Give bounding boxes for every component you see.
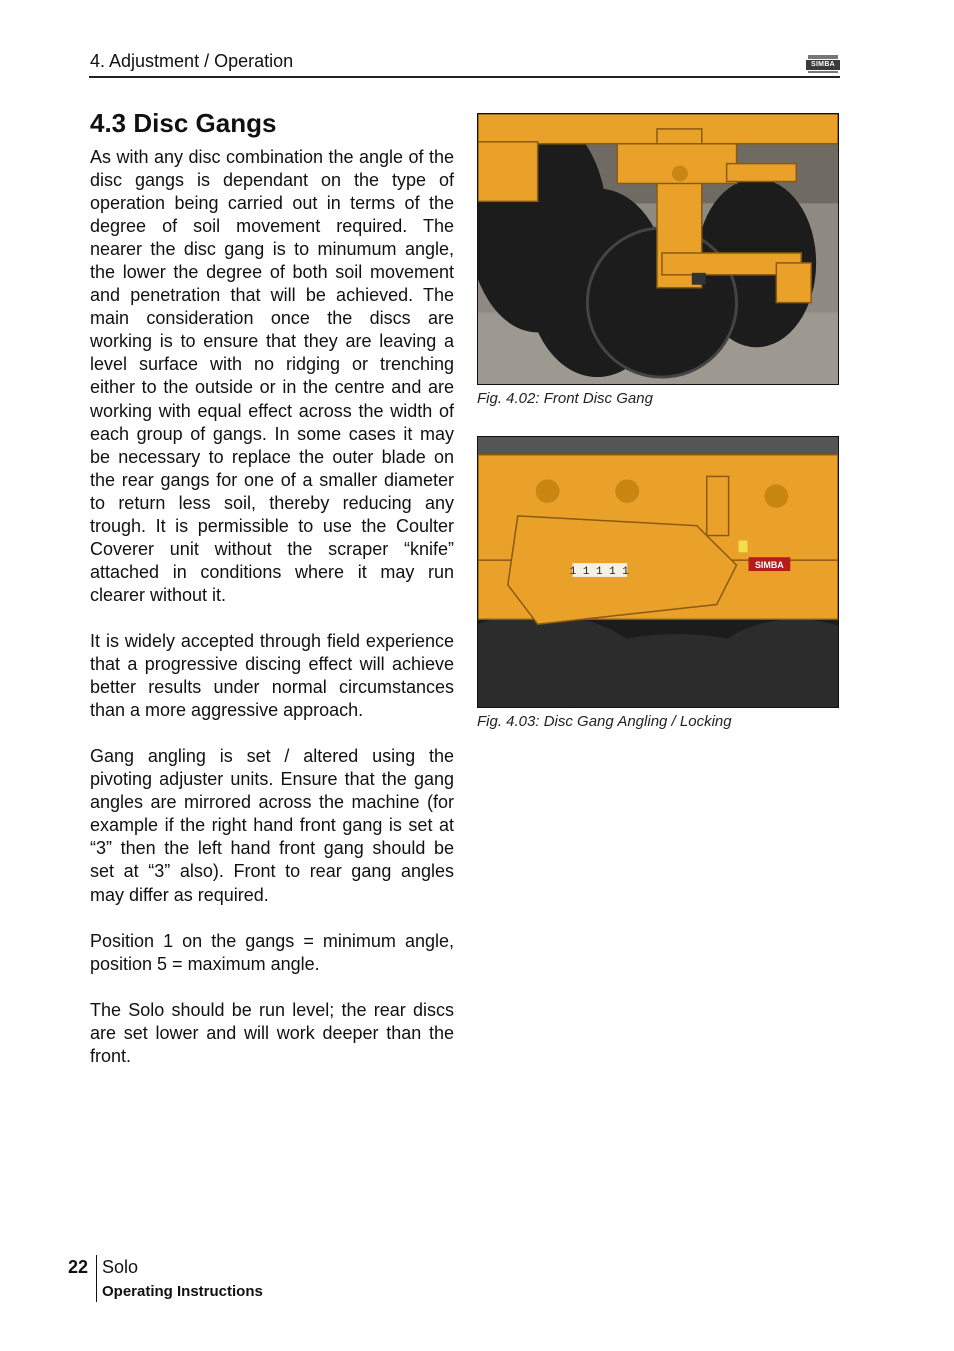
footer-rule bbox=[96, 1255, 97, 1302]
paragraph: It is widely accepted through field experience that a progressive discing effect will achieve better results under normal circumstances than a more aggressive approach. bbox=[90, 630, 454, 721]
body-text bbox=[90, 146, 454, 1091]
page-number: 22 bbox=[68, 1257, 89, 1277]
figure-front-disc-gang bbox=[477, 113, 839, 407]
paragraph: Position 1 on the gangs = minimum angle, position 5 = maximum angle. bbox=[90, 930, 454, 974]
scale-marks-text: 1 1 1 1 1 bbox=[569, 566, 629, 578]
logo-stripe bbox=[808, 57, 838, 59]
simba-plate-text: SIMBA bbox=[754, 560, 784, 571]
footer-subtitle: Operating Instructions bbox=[102, 1283, 263, 1300]
logo-text: SIMBA bbox=[806, 60, 840, 70]
page-title: 4.3 Disc Gangs bbox=[90, 108, 277, 138]
paragraph: As with any disc combination the angle of the disc gangs is dependant on the type of operation being carried out in terms of the degree of soil movement required. The nearer the disc gang is to minumum angle, the lower the degree of both soil movement and penetration that will be achieved. The main consideration once the discs are working is to ensure that they are leaving a level surface with no ridging or trenching either to the outside or in the centre and are working with equal effect across the width of each group of gangs. In some cases it may be necessary to replace the outer blade on the rear gangs for one of a smaller diameter to return less soil, thereby reducing any trough. It is permissible to use the Coulter Coverer unit without the scraper “knife” attached in conditions where it may run clearer without it. bbox=[90, 147, 454, 605]
footer-product: Solo bbox=[102, 1257, 139, 1277]
simba-logo bbox=[806, 54, 840, 74]
figure-disc-gang-angling bbox=[477, 436, 839, 730]
paragraph: The Solo should be run level; the rear discs are set lower and will work deeper than the front. bbox=[90, 999, 454, 1066]
photo-front-disc-gang bbox=[477, 113, 839, 385]
photo-disc-gang-angling bbox=[477, 436, 839, 708]
section-heading: 4. Adjustment / Operation bbox=[90, 51, 294, 71]
header-rule bbox=[89, 76, 840, 78]
figure-caption: Fig. 4.02: Front Disc Gang bbox=[477, 390, 653, 407]
paragraph: Gang angling is set / altered using the pivoting adjuster units. Ensure that the gang angles are mirrored across the machine (for example if the right hand front gang is set at “3” then the left hand front gang should be set at “3” also). Front to rear gang angles may differ as required. bbox=[90, 746, 454, 905]
logo-stripe bbox=[808, 71, 838, 73]
figure-caption: Fig. 4.03: Disc Gang Angling / Locking bbox=[477, 713, 732, 730]
